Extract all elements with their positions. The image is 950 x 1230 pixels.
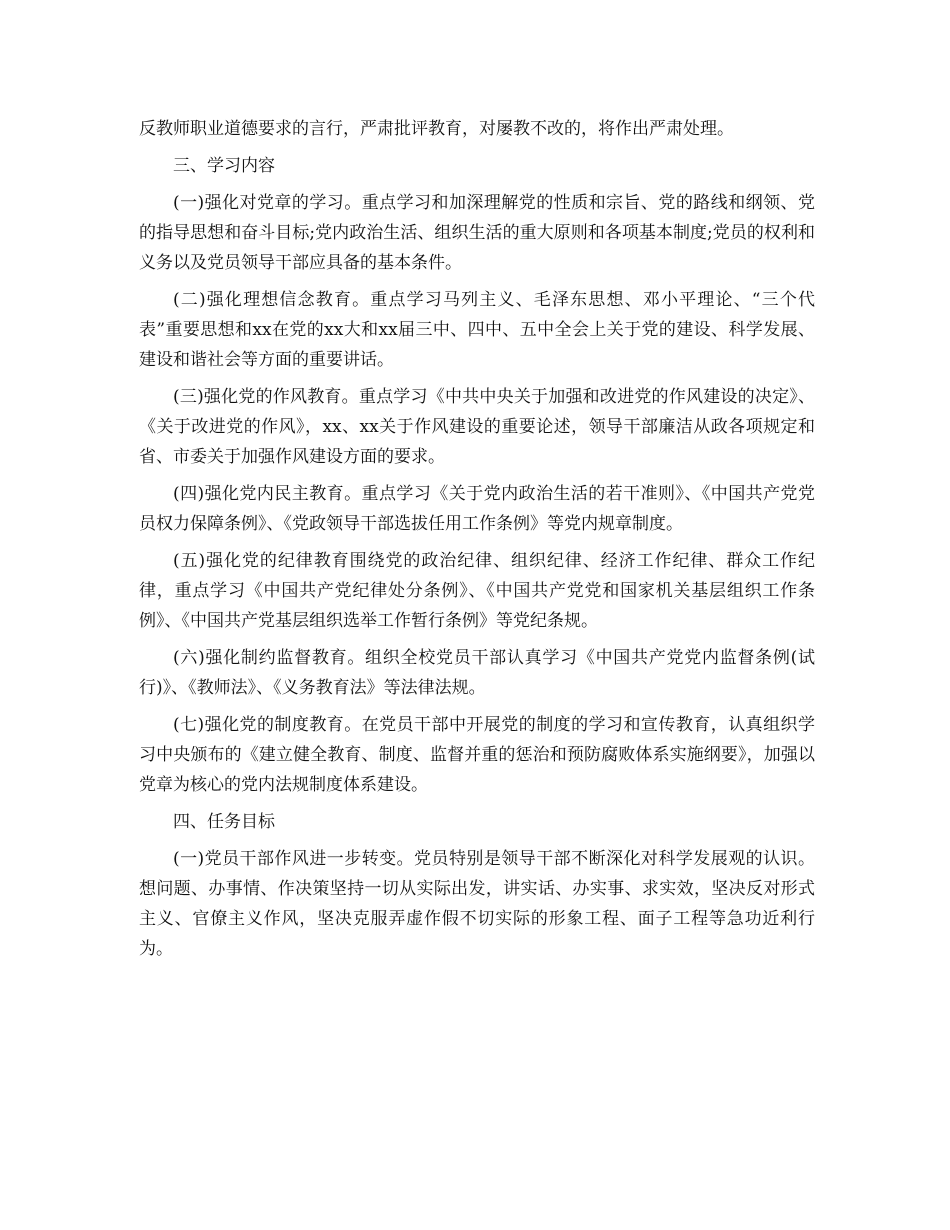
document-body [139,114,815,971]
paragraph-cadre-style: (一)党员干部作风进一步转变。党员特别是领导干部不断深化对科学发展观的认识。想问题、办事情、作决策坚持一切从实际出发，讲实话、办实事、求实效，坚决反对形式主义、官僚主义作风，坚决克服弄虚作假不切实际的形象工程、面子工程等急功近利行为。 [139,849,815,959]
section-heading-study-content: 三、学习内容 [173,156,275,176]
paragraph-continuation: 反教师职业道德要求的言行，严肃批评教育，对屡教不改的，将作出严肃处理。 [139,119,734,139]
section-heading-task-goals: 四、任务目标 [173,812,275,832]
paragraph-party-system: (七)强化党的制度教育。在党员干部中开展党的制度的学习和宣传教育，认真组织学习中央颁布的《建立健全教育、制度、监督并重的惩治和预防腐败体系实施纲要》，加强以党章为核心的党内法规制度体系建设。 [139,715,815,795]
paragraph-party-style: (三)强化党的作风教育。重点学习《中共中央关于加强和改进党的作风建设的决定》、《关于改进党的作风》，xx、xx关于作风建设的重要论述，领导干部廉洁从政各项规定和省、市委关于加强作风建设方面的要求。 [139,387,815,467]
paragraph-supervision: (六)强化制约监督教育。组织全校党员干部认真学习《中国共产党党内监督条例(试行)》、《教师法》、《义务教育法》等法律法规。 [139,648,815,698]
paragraph-party-discipline: (五)强化党的纪律教育围绕党的政治纪律、组织纪律、经济工作纪律、群众工作纪律，重点学习《中国共产党纪律处分条例》、《中国共产党党和国家机关基层组织工作条例》、《中国共产党基层组织选举工作暂行条例》等党纪条规。 [139,551,815,631]
paragraph-party-constitution: (一)强化对党章的学习。重点学习和加深理解党的性质和宗旨、党的路线和纲领、党的指导思想和奋斗目标;党内政治生活、组织生活的重大原则和各项基本制度;党员的权利和义务以及党员领导干部应具备的基本条件。 [139,193,815,273]
paragraph-inner-party-democracy: (四)强化党内民主教育。重点学习《关于党内政治生活的若干准则》、《中国共产党党员权力保障条例》、《党政领导干部选拔任用工作条例》等党内规章制度。 [139,484,815,534]
paragraph-ideals-beliefs: (二)强化理想信念教育。重点学习马列主义、毛泽东思想、邓小平理论、“三个代表”重要思想和xx在党的xx大和xx届三中、四中、五中全会上关于党的建设、科学发展、建设和谐社会等方面的重要讲话。 [139,290,815,370]
